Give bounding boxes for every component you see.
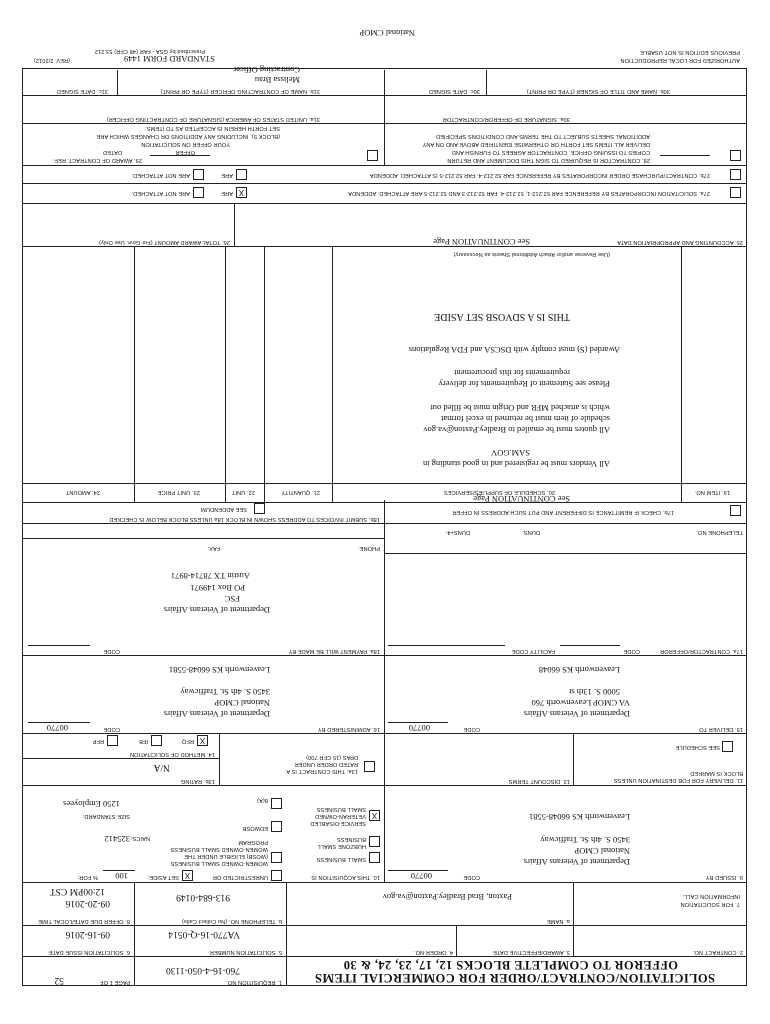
28-line-1: 28. CONTRACTOR IS REQUIRED TO SIGN THIS DOCUMENT AND RETURN: [447, 157, 650, 163]
rule-block17: [23, 523, 747, 524]
27b-are-not-label: ARE NOT ATTACHED.: [131, 172, 190, 178]
facility-code-line: [388, 645, 505, 646]
payment-code-label: CODE: [103, 648, 120, 654]
administered-by-code: 00770: [46, 723, 68, 733]
issued-by-line-4: Leavenworth KS 66048-5581: [528, 812, 630, 822]
28-line-3: DELIVER ALL ITEMS SET FORTH OR OTHERWISE IDENTIFIED ABOVE AND ON ANY: [422, 141, 650, 147]
administered-by-line-3: 3450 S. 4th St. Trafficway: [180, 687, 270, 697]
solicitation-number-value[interactable]: VA770-16-Q-0514: [168, 929, 240, 939]
administered-by-line-4: Leavenworth KS 66048-5581: [168, 665, 270, 675]
set-aside-percent-line: [103, 870, 135, 871]
set-aside-percent[interactable]: 100: [115, 871, 128, 881]
submit-invoices-label: 18b. SUBMIT INVOICES TO ADDRESS SHOWN IN BLOCK 18a UNLESS BLOCK BELOW IS CHECKED: [109, 516, 380, 522]
payment-line-3: PO Box 149971: [190, 583, 245, 593]
name-label: a. NAME: [546, 918, 570, 924]
due-time-value[interactable]: 12:00PM CST: [49, 886, 105, 896]
edwosb-label: EDWOSB: [242, 825, 268, 831]
rule-row25: [23, 203, 747, 204]
phone-label: b. TELEPHONE NO. (No Collect Calls): [181, 918, 282, 924]
delivery-fob-label: 11. DELIVERY FOR FOB DESTINATION UNLESS BLOCK IS MARKED: [613, 770, 743, 783]
schedule-note-2b: requirements for this procurement: [454, 368, 570, 378]
reverse-note: (Use Reverse and/or Attach Additional Sheets as Necessary): [453, 251, 610, 257]
form-title: SOLICITATION/CONTRACT/ORDER FOR COMMERCIAL ITEMS: [314, 971, 715, 985]
schedule-title: THIS IS A SDVOSB SET ASIDE: [434, 311, 570, 322]
29-line-5: (BLOCK 5), INCLUDING ANY ADDITIONS OR CHANGES WHICH ARE: [96, 133, 280, 139]
contractor-code-line: [560, 645, 620, 646]
vrule-31c: [117, 70, 118, 96]
col-item-no: 19. ITEM NO.: [694, 489, 730, 495]
footer-local-repro: AUTHORIZED FOR LOCAL REPRODUCTION: [620, 57, 740, 63]
rule-schedule: [23, 246, 747, 247]
rule-col-headers: [23, 483, 747, 484]
vrule-item: [681, 247, 682, 503]
issue-date-value[interactable]: 09-16-2016: [65, 929, 110, 939]
vrule-qty: [264, 247, 265, 503]
rule-block17-phone: [385, 553, 747, 554]
vrule-unit: [225, 247, 226, 503]
duns-label: DUNS:: [522, 529, 540, 535]
27a-label: 27a. SOLICITATION INCORPORATES BY REFERENCE FAR 52.212-1, 52.212-4. FAR 52.212-3 AND 52.212-5 ARE ATTACHED. ADDENDA: [348, 190, 710, 196]
issued-by-line-3: 3450 S. 4th St. Trafficway: [540, 835, 630, 845]
wosb-checkbox[interactable]: [271, 852, 282, 863]
rule-row11: [23, 733, 747, 734]
payment-fax-label: FAX:: [207, 545, 220, 551]
27a-are-not-checkbox[interactable]: [193, 187, 204, 198]
info-call-label-1: 7. FOR SOLICITATION: [680, 901, 740, 907]
27a-are-label: ARE: [221, 190, 233, 196]
vrule-schedule: [332, 247, 333, 503]
set-aside-label: SET ASIDE:: [147, 874, 179, 880]
naics-value: 325412: [104, 834, 130, 844]
27a-checkbox[interactable]: [730, 187, 741, 198]
edwosb-checkbox[interactable]: [271, 821, 282, 832]
rule-block17b: [23, 502, 747, 503]
vrule-award: [456, 926, 457, 957]
administered-by-code-line: [28, 722, 90, 723]
name-value[interactable]: Paxton, Brad Bradley.Paxton@va.gov: [382, 892, 512, 902]
footer-rev: (REV. 2/2012): [33, 57, 70, 63]
contractor-phone-label: TELEPHONE NO.: [696, 529, 743, 535]
31a-label: 31a. UNITED STATES OF AMERICA (SIGNATURE OF CONTRACTING OFFICER): [106, 116, 320, 122]
ifb-label: IFB: [138, 738, 148, 744]
27b-are-checkbox[interactable]: [236, 169, 247, 180]
administered-by-line-1: Department of Veterans Affairs: [163, 709, 270, 719]
vrule-info: [573, 883, 574, 926]
col-schedule: 20. SCHEDULE OF SUPPLIES/SERVICES: [443, 489, 555, 495]
issued-by-line-1: Department of Veterans Affairs: [523, 857, 630, 867]
set-aside-checkbox[interactable]: X: [182, 870, 193, 881]
footer-prev-edition: PREVIOUS EDITION IS NOT USABLE: [640, 49, 740, 55]
vrule-contract: [573, 926, 574, 957]
info-call-label-2: INFORMATION CALL:: [682, 893, 740, 899]
27b-label: 27b. CONTRACT/PURCHASE ORDER INCORPORATES BY REFERENCE FAR 52.212-4. FAR 52.212-5 IS ATTACHED. ADDENDA: [369, 172, 710, 178]
29-ref-line: [150, 155, 210, 156]
addendum-checkbox[interactable]: [254, 503, 265, 514]
schedule-note-2a: Please see Statement of Requirements for delivery: [438, 379, 610, 389]
rating-value: N/A: [153, 762, 170, 772]
rfp-checkbox[interactable]: [107, 735, 118, 746]
deliver-to-line-4: Leavenworth KS 66048: [538, 665, 620, 675]
rule-row7: [23, 882, 747, 883]
officer-title: Contracting Officer: [233, 65, 300, 75]
page-total: 52: [54, 975, 64, 985]
accounting-label: 25. ACCOUNTING AND APPROPRIATION DATA: [617, 239, 743, 245]
officer-name: Melissa Brau: [254, 75, 300, 85]
payment-line-1: Department of Veterans Affairs: [163, 605, 270, 615]
rule-rating: [23, 758, 220, 759]
8a-label: 8(A): [257, 797, 268, 803]
rule-block18-phone: [23, 538, 385, 539]
27b-are-not-checkbox[interactable]: [193, 169, 204, 180]
rule-row27a: [23, 183, 747, 184]
vrule-30c: [486, 70, 487, 96]
vrule-page: [134, 926, 135, 986]
27b-are-label: ARE: [221, 172, 233, 178]
remittance-label: 17b. CHECK IF REMITTANCE IS DIFFERENT AND PUT SUCH ADDRESS IN OFFER: [452, 509, 674, 515]
30a-label: 30a. SIGNATURE OF OFFEROR/CONTRACTOR: [442, 116, 570, 122]
27a-are-checkbox[interactable]: X: [236, 187, 247, 198]
deliver-to-line-2: VA CMOP Leavenworth 760: [531, 698, 630, 708]
27b-checkbox[interactable]: [730, 169, 741, 180]
addendum-label: SEE ADDENDUM: [201, 506, 247, 512]
contractor-label: 17a. CONTRACTOR/OFFEROR: [659, 648, 743, 654]
28-checkbox[interactable]: [730, 150, 741, 161]
percent-for-label: % FOR:: [77, 874, 98, 880]
28-copies-line: [660, 155, 710, 156]
due-date-label: 8. OFFER DUE DATE/LOCAL TIME: [38, 918, 130, 924]
requisition-label: 1. REQUISITION NO.: [226, 979, 282, 985]
28-line-2: COPIES TO ISSUING OFFICE. CONTRACTOR AGREES TO FURNISH AND: [451, 149, 650, 155]
small-business-label: SMALL BUSINESS: [316, 856, 366, 862]
rule-row30a: [23, 95, 747, 96]
facility-code-label: FACILITY CODE: [511, 648, 555, 654]
schedule-note-4a: All Vendors must be registered and in good standing in: [422, 459, 610, 469]
rated-order-checkbox[interactable]: [364, 761, 375, 772]
naics-label: NAICS:: [130, 835, 150, 841]
29-dated-label: DATED: [102, 149, 122, 155]
29-line-6: SET FORTH HEREIN IS ACCEPTED AS TO ITEMS:: [145, 125, 280, 131]
rfq-checkbox[interactable]: X: [197, 735, 208, 746]
rule-row28: [23, 123, 747, 124]
discount-terms-label: 12. DISCOUNT TERMS: [508, 778, 570, 784]
vrule-center: [384, 500, 385, 883]
see-schedule-checkbox[interactable]: [722, 741, 733, 752]
solicitation-number-label: 5. SOLICITATION NUMBER: [209, 949, 282, 955]
footer-standard-form: STANDARD FORM 1449: [124, 54, 215, 64]
hubzone-label: HUBZONE SMALL BUSINESS: [317, 836, 366, 849]
page-label: PAGE 1 OF: [99, 979, 130, 985]
size-standard-value: 1250 Employees: [63, 799, 120, 809]
payment-line-2: FSC: [224, 594, 240, 604]
total-award-label: 26. TOTAL AWARD AMOUNT (For Govt. Use Only): [98, 239, 230, 245]
order-no-label: 4. ORDER NO.: [413, 949, 453, 955]
31b-label: 31b. NAME OF CONTRACTING OFFICER (TYPE OR PRINT): [160, 88, 320, 94]
30b-label: 30b. NAME AND TITLE OF SIGNER (TYPE OR PRINT): [526, 88, 670, 94]
ifb-checkbox[interactable]: [151, 735, 162, 746]
administered-by-label: 16. ADMINISTERED BY: [317, 726, 380, 732]
size-standard-label: SIZE STANDARD:: [82, 813, 130, 819]
continuation-top: See CONTINUATION Page: [473, 494, 570, 504]
rfq-label: RFQ: [181, 738, 194, 744]
rule-header: [23, 956, 747, 957]
requisition-value[interactable]: 760-16-4-050-1130: [165, 965, 240, 975]
duns4-label: DUNS+4:: [445, 529, 470, 535]
col-unit-price: 23. UNIT PRICE: [157, 489, 200, 495]
vrule-13a-13b: [219, 734, 220, 786]
due-date-value[interactable]: 09-20-2016: [65, 898, 110, 908]
schedule-note-1: Awarded (S) must comply with DSCSA and FDA Regulations: [408, 345, 620, 355]
schedule-note-3b: schedule of item must be returned in excel format: [441, 414, 610, 424]
rated-order-label: 13a. THIS CONTRACT IS A RATED ORDER UNDER DPAS (15 CFR 700): [286, 754, 358, 774]
footer-bottom-name: National CMOP: [359, 28, 415, 38]
deliver-to-label: 15. DELIVER TO: [699, 726, 743, 732]
issued-by-code-label: CODE: [463, 874, 480, 880]
col-quantity: 21. QUANTITY: [281, 489, 320, 495]
schedule-note-3a: All quotes must be emailed to Bradley.Paxton@va.gov: [423, 425, 610, 435]
acquisition-label: 10. THIS ACQUISITION IS: [311, 874, 380, 880]
see-schedule-label: SEE SCHEDULE: [675, 744, 720, 750]
schedule-note-4b: SAM.GOV: [491, 448, 530, 458]
unrestricted-label: UNRESTRICTED OR: [212, 874, 268, 880]
small-business-checkbox[interactable]: [369, 852, 380, 863]
rule-block15: [23, 655, 747, 656]
rule-row27b: [23, 165, 747, 166]
rating-label: 13b. RATING: [180, 778, 215, 784]
schedule-note-3c: which is attached MFR and Origin must be filled out: [430, 403, 610, 413]
deliver-to-line-1: Department of Veterans Affairs: [523, 709, 630, 719]
payment-code-line: [28, 645, 90, 646]
issue-date-label: 6. SOLICITATION ISSUE DATE: [48, 949, 130, 955]
contract-no-label: 2. CONTRACT NO.: [692, 949, 743, 955]
deliver-to-code-label: CODE: [463, 726, 480, 732]
footer-prescribed: Prescribed by GSA - FAR (48 CFR) 53.212: [94, 48, 205, 54]
sdvosb-label: SERVICE-DISABLED VETERAN-OWNED SMALL BUSINESS: [310, 806, 366, 826]
contractor-code-label: CODE: [623, 648, 640, 654]
sdvosb-checkbox[interactable]: X: [369, 810, 380, 821]
vrule-phone: [134, 883, 135, 926]
hubzone-checkbox[interactable]: [369, 836, 380, 847]
rfp-label: RFP: [92, 738, 104, 744]
col-unit: 22. UNIT: [231, 489, 255, 495]
deliver-to-code-line: [388, 722, 448, 723]
payment-phone-label: PHONE:: [357, 545, 380, 551]
vrule-sign: [384, 70, 385, 166]
payment-by-label: 18a. PAYMENT WILL BE MADE BY: [288, 648, 380, 654]
29-offer-label: OFFER: [175, 149, 195, 155]
29-line-1: 29. AWARD OF CONTRACT: REF.: [53, 157, 142, 163]
27a-are-not-label: ARE NOT ATTACHED.: [131, 190, 190, 196]
29-line-4: YOUR OFFER ON SOLICITATION: [141, 141, 230, 147]
29-checkbox[interactable]: [367, 150, 378, 161]
issued-by-code: 00770: [410, 871, 432, 881]
unrestricted-checkbox[interactable]: [271, 870, 282, 881]
method-label: 14. METHOD OF SOLICITATION: [129, 751, 215, 757]
issued-by-label: 9. ISSUED BY: [705, 874, 743, 880]
8a-checkbox[interactable]: [271, 798, 282, 809]
rule-block9: [23, 785, 747, 786]
rule-row2: [23, 925, 747, 926]
vrule-acct: [234, 204, 235, 247]
28-line-4: ADDITIONAL SHEETS SUBJECT TO THE TERMS AND CONDITIONS SPECIFIED: [435, 133, 650, 139]
30c-label: 30c. DATE SIGNED: [428, 88, 480, 94]
vrule-name: [286, 883, 287, 926]
payment-line-4: Austin TX 78714-8971: [170, 571, 250, 581]
deliver-to-code: 00770: [408, 723, 430, 733]
31c-label: 31c. DATE SIGNED: [56, 88, 108, 94]
administered-by-line-2: National CMOP: [214, 698, 270, 708]
issued-by-line-2: National CMOP: [574, 846, 630, 856]
deliver-to-line-3: 5000 S. 13th st: [568, 687, 620, 697]
col-amount: 24. AMOUNT: [65, 489, 100, 495]
accounting-value: See CONTINUATION Page: [433, 237, 530, 247]
phone-value[interactable]: 913-684-0149: [176, 892, 230, 902]
administered-by-code-label: CODE: [103, 726, 120, 732]
vrule-title: [286, 926, 287, 986]
remittance-checkbox[interactable]: [730, 505, 741, 516]
form-subtitle: OFFEROR TO COMPLETE BLOCKS 12, 17, 23, 24, & 30: [343, 958, 678, 972]
vrule-price: [134, 247, 135, 503]
vrule-11-12: [573, 734, 574, 786]
wosb-label: WOMEN-OWNED SMALL BUSINESS (WOSB) ELIGIBLE UNDER THE WOMEN-OWNED SMALL BUSINESS PROGRAM: [170, 839, 268, 866]
award-date-label: 3. AWARD/EFFECTIVE DATE: [493, 949, 570, 955]
issued-by-code-line: [388, 870, 448, 871]
